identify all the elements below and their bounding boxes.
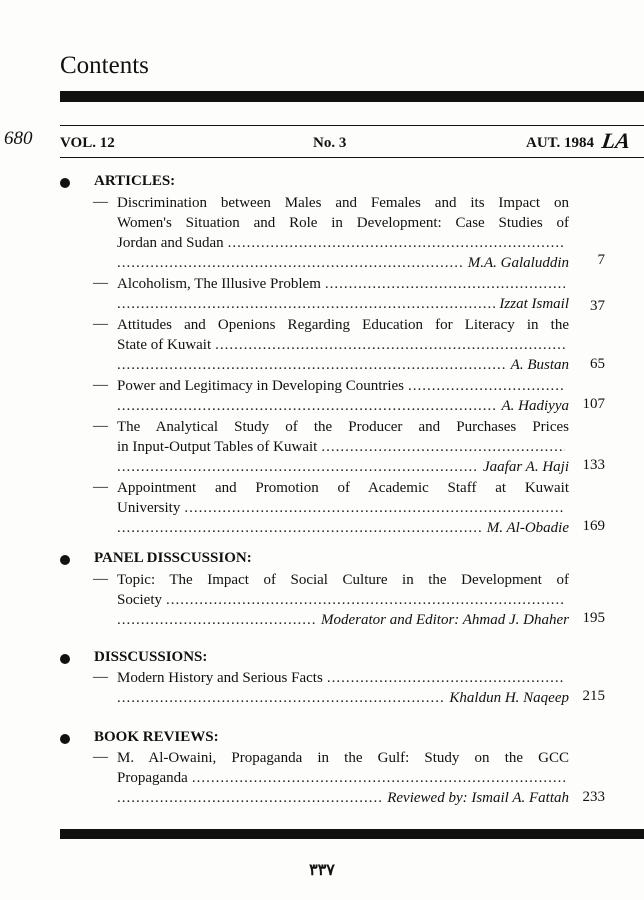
entry-author: A. Bustan [510,357,569,373]
entry-title-text: State of Kuwait [117,337,212,353]
entry-page: 133 [582,457,605,473]
dash-icon: — [93,571,108,587]
bullet-icon [60,178,70,188]
dot-leader [117,356,507,374]
entry-page: 169 [582,518,605,534]
dash-icon: — [93,669,108,685]
dot-leader [408,377,565,395]
entry-title-line: The Analytical Study of the Producer and Purchases Prices [117,419,569,435]
entry-author: M. Al-Obadie [486,520,569,536]
entry-title-text: in Input-Output Tables of Kuwait [117,439,318,455]
dash-icon: — [93,194,108,210]
entry-author: Moderator and Editor: Ahmad J. Dhaher [320,612,569,628]
entry-page: 195 [582,610,605,626]
entry-author: Jaafar A. Haji [483,459,569,475]
dot-leader [117,519,483,537]
entry-page: 7 [597,252,605,268]
entry-title-line: Discrimination between Males and Females and its Impact on [117,195,569,211]
bullet-icon [60,734,70,744]
dot-leader [192,769,565,787]
entry-title-line [117,769,569,787]
entry-page: 65 [590,356,605,372]
section-heading-panel: PANEL DISSCUSSION: [94,550,252,566]
issue-season: AUT. 1984 [526,135,595,151]
dash-icon: — [93,749,108,765]
dot-leader [117,611,317,629]
entry-title-line [117,499,569,517]
entry-title-line [117,591,569,609]
section-heading-reviews: BOOK REVIEWS: [94,729,219,745]
entry-title-line [117,275,569,293]
handwritten-initials: LA [600,128,632,153]
dot-leader [117,397,498,415]
dot-leader [327,669,565,687]
bottom-rule [60,829,644,839]
entry-title-line: Attitudes and Openions Regarding Education for Literacy in the [117,317,569,333]
dot-leader [228,234,565,252]
entry-title-text: Society [117,592,162,608]
entry-page: 215 [582,688,605,704]
entry-title-line [117,438,569,456]
bullet-icon [60,555,70,565]
dot-leader [117,254,464,272]
entry-author-line [117,519,569,537]
entry-author-line [117,295,569,313]
dash-icon: — [93,479,108,495]
dash-icon: — [93,275,108,291]
page-number: ٣٣٧ [309,862,335,879]
entry-page: 233 [582,789,605,805]
entry-title-line [117,336,569,354]
dot-leader [117,689,445,707]
entry-author: Khaldun H. Naqeep [449,690,569,706]
entry-author-line [117,611,569,629]
entry-author: A. Hadiyya [501,398,569,414]
header-rule-bottom [60,157,644,158]
section-heading-discussions: DISSCUSSIONS: [94,649,208,665]
dot-leader [166,591,565,609]
entry-author-line [117,689,569,707]
entry-title-text: Propaganda [117,770,188,786]
entry-title-line: M. Al-Owaini, Propaganda in the Gulf: Study on the GCC [117,750,569,766]
entry-author-line [117,789,569,807]
dot-leader [184,499,565,517]
entry-author-line [117,397,569,415]
page-title: Contents [60,52,149,79]
section-heading-articles: ARTICLES: [94,173,176,189]
dot-leader [117,295,495,313]
entry-title-text: Jordan and Sudan [117,235,224,251]
volume-label: VOL. 12 [60,135,115,151]
entry-author: Reviewed by: Ismail A. Fattah [387,790,569,806]
entry-title-text: Modern History and Serious Facts [117,670,323,686]
dot-leader [325,275,565,293]
bullet-icon [60,654,70,664]
dot-leader [117,458,479,476]
entry-title-text: Power and Legitimacy in Developing Countries [117,378,405,394]
dot-leader [117,789,383,807]
entry-title-text: Alcoholism, The Illusive Problem [117,276,321,292]
entry-title-line: Topic: The Impact of Social Culture in the Development of [117,572,569,588]
dot-leader [321,438,565,456]
entry-author-line [117,458,569,476]
handwritten-margin-note: 680 [4,128,33,149]
entry-page: 107 [582,396,605,412]
entry-author-line [117,254,569,272]
dash-icon: — [93,418,108,434]
entry-page: 37 [590,298,605,314]
entry-title-line: Women's Situation and Role in Development: Case Studies of [117,215,569,231]
issue-number: No. 3 [313,135,347,151]
entry-author-line [117,356,569,374]
entry-title-line [117,234,569,252]
entry-title-line [117,377,569,395]
dash-icon: — [93,316,108,332]
dash-icon: — [93,377,108,393]
dot-leader [215,336,565,354]
entry-author: Izzat Ismail [499,296,569,312]
entry-title-text: University [117,500,181,516]
entry-author: M.A. Galaluddin [467,255,569,271]
top-rule [60,91,644,102]
header-rule-top [60,125,644,126]
entry-title-line: Appointment and Promotion of Academic Staff at Kuwait [117,480,569,496]
entry-title-line [117,669,569,687]
